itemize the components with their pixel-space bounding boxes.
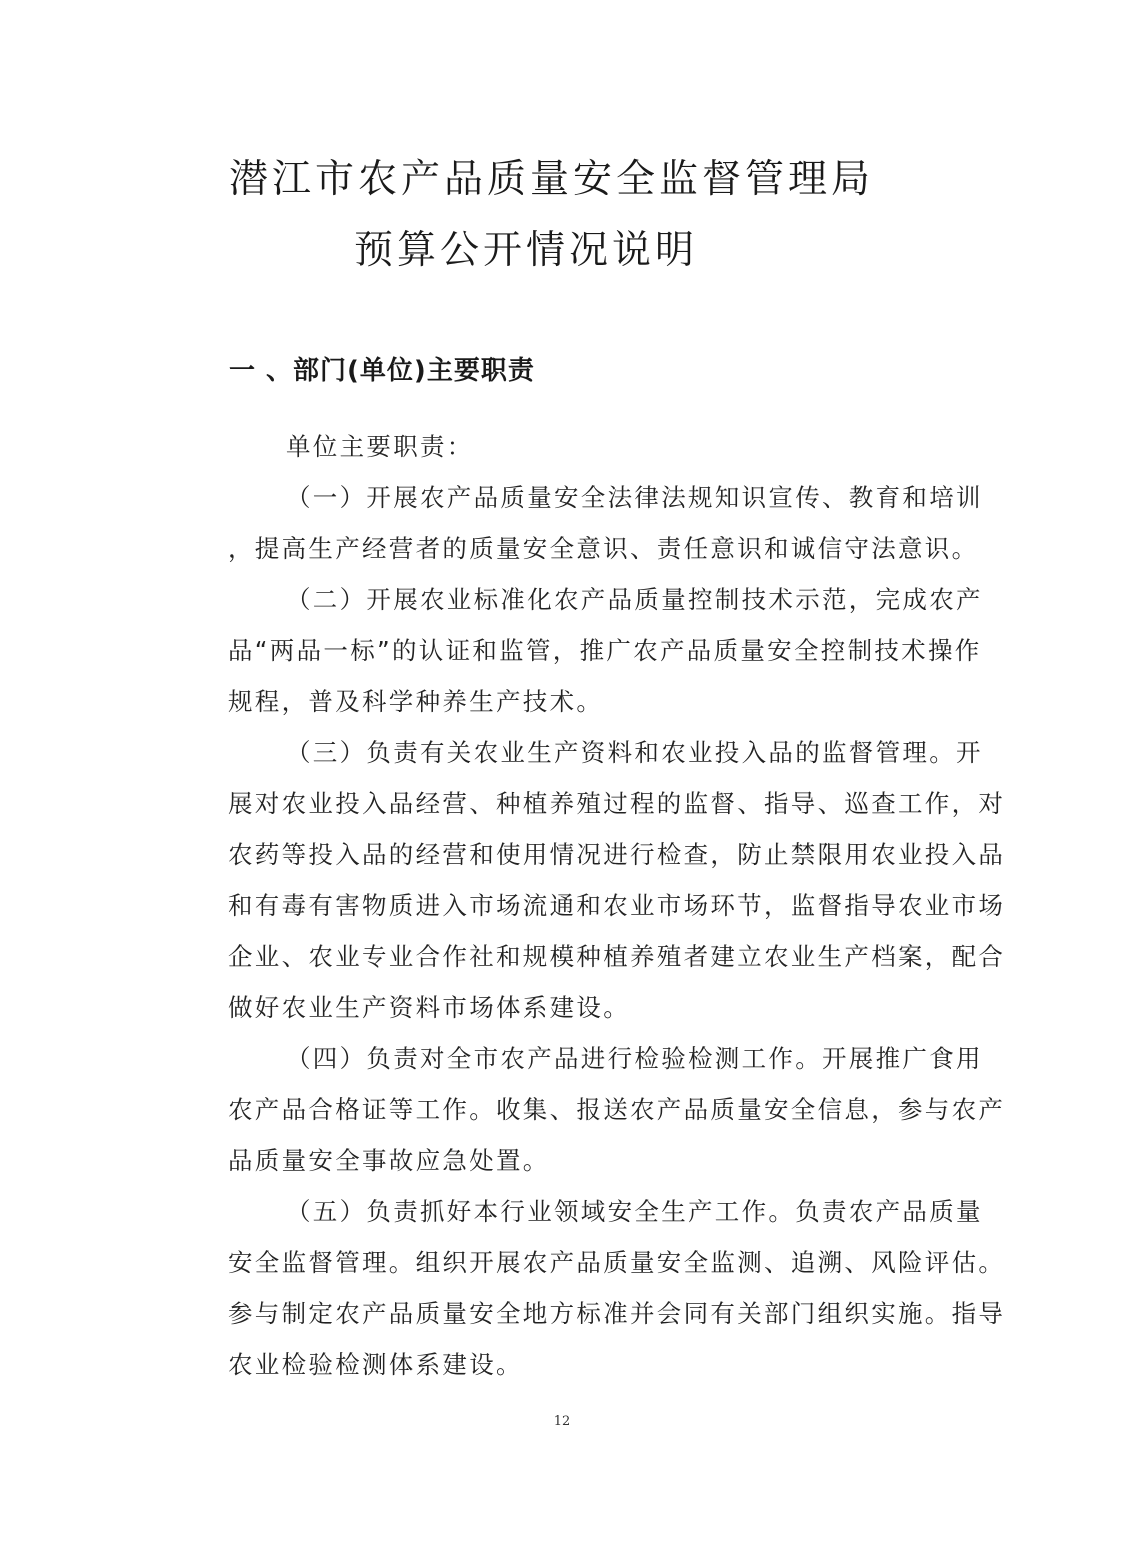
duty-paragraph-4	[172, 1033, 1006, 1186]
paragraph-line: 规程，普及科学种养生产技术。	[228, 687, 604, 716]
paragraph-line: 展对农业投入品经营、种植养殖过程的监督、指导、巡查工作，对	[228, 789, 1006, 818]
paragraph-line: 农药等投入品的经营和使用情况进行检查，防止禁限用农业投入品	[228, 840, 1006, 869]
paragraph-line: 品“两品一标”的认证和监管，推广农产品质量安全控制技术操作	[228, 636, 982, 665]
paragraph-line: （一）开展农产品质量安全法律法规知识宣传、教育和培训	[286, 483, 983, 512]
paragraph-line: 企业、农业专业合作社和规模种植养殖者建立农业生产档案，配合	[228, 942, 1006, 971]
paragraph-line: 安全监督管理。组织开展农产品质量安全监测、追溯、风险评估。	[228, 1248, 1006, 1277]
page-number: 12	[553, 1414, 571, 1429]
paragraph-line: 农业检验检测体系建设。	[228, 1350, 523, 1379]
duty-paragraph-1	[172, 472, 983, 574]
paragraph-line: （二）开展农业标准化农产品质量控制技术示范，完成农产	[286, 585, 983, 614]
paragraph-line: 和有毒有害物质进入市场流通和农业市场环节，监督指导农业市场	[228, 891, 1006, 920]
duty-paragraph-3	[172, 727, 1006, 1033]
duty-paragraph-5	[172, 1186, 1006, 1390]
intro-line: 单位主要职责：	[286, 432, 474, 461]
duty-paragraph-2	[172, 574, 983, 727]
intro-paragraph	[172, 421, 958, 472]
paragraph-line: （五）负责抓好本行业领域安全生产工作。负责农产品质量	[286, 1197, 983, 1226]
paragraph-line: 参与制定农产品质量安全地方标准并会同有关部门组织实施。指导	[228, 1299, 1006, 1328]
paragraph-line: （三）负责有关农业生产资料和农业投入品的监督管理。开	[286, 738, 983, 767]
paragraph-line: ，提高生产经营者的质量安全意识、责任意识和诚信守法意识。	[228, 534, 979, 563]
document-body	[172, 421, 1006, 1390]
paragraph-line: （四）负责对全市农产品进行检验检测工作。开展推广食用	[286, 1044, 983, 1073]
document-title-line-1: 潜江市农产品质量安全监督管理局	[229, 157, 875, 202]
document-title-line-2: 预算公开情况说明	[354, 228, 699, 273]
paragraph-line: 品质量安全事故应急处置。	[228, 1146, 550, 1175]
paragraph-line: 农产品合格证等工作。收集、报送农产品质量安全信息，参与农产	[228, 1095, 1006, 1124]
section-heading: 一 、部门(单位)主要职责	[229, 356, 535, 386]
paragraph-line: 做好农业生产资料市场体系建设。	[228, 993, 630, 1022]
